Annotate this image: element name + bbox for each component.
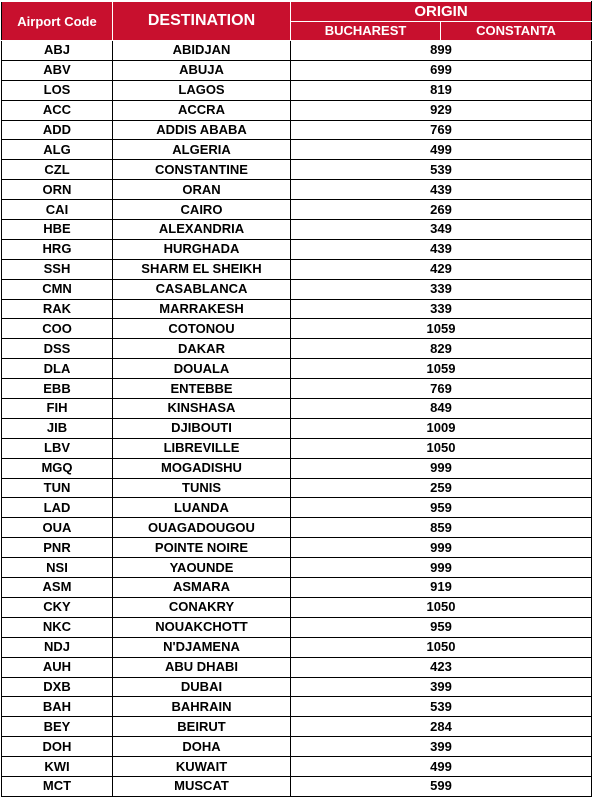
destination-cell: MARRAKESH (113, 299, 291, 319)
column-header-origin: ORIGIN (291, 2, 592, 22)
destination-cell: ENTEBBE (113, 379, 291, 399)
destination-cell: ORAN (113, 180, 291, 200)
airport-code-cell: TUN (2, 478, 113, 498)
airport-code-cell: NKC (2, 617, 113, 637)
price-cell: 769 (291, 379, 592, 399)
table-row (2, 140, 592, 160)
price-cell: 1009 (291, 418, 592, 438)
destination-cell: LUANDA (113, 498, 291, 518)
price-cell: 819 (291, 80, 592, 100)
price-cell: 1050 (291, 597, 592, 617)
airport-code-cell: COO (2, 319, 113, 339)
destination-cell: LAGOS (113, 80, 291, 100)
price-cell: 499 (291, 140, 592, 160)
table-row (2, 359, 592, 379)
price-cell: 959 (291, 498, 592, 518)
airport-code-cell: FIH (2, 399, 113, 419)
table-row (2, 438, 592, 458)
table-row (2, 776, 592, 796)
table-row (2, 160, 592, 180)
destination-cell: CONSTANTINE (113, 160, 291, 180)
price-cell: 399 (291, 677, 592, 697)
table-row (2, 180, 592, 200)
price-cell: 699 (291, 60, 592, 80)
table-row (2, 100, 592, 120)
airport-code-cell: LBV (2, 438, 113, 458)
destination-cell: DOHA (113, 737, 291, 757)
airport-code-cell: LAD (2, 498, 113, 518)
airport-code-cell: DOH (2, 737, 113, 757)
destination-cell: KUWAIT (113, 757, 291, 777)
destination-cell: ALEXANDRIA (113, 220, 291, 240)
column-header-airport-code: Airport Code (2, 2, 113, 41)
table-row (2, 339, 592, 359)
price-cell: 539 (291, 697, 592, 717)
table-row (2, 418, 592, 438)
airport-code-cell: CMN (2, 279, 113, 299)
airport-code-cell: CZL (2, 160, 113, 180)
airport-code-cell: MGQ (2, 458, 113, 478)
table-row (2, 757, 592, 777)
airport-code-cell: DSS (2, 339, 113, 359)
airport-code-cell: RAK (2, 299, 113, 319)
airport-code-cell: KWI (2, 757, 113, 777)
destination-cell: ASMARA (113, 578, 291, 598)
column-header-bucharest: BUCHAREST (291, 21, 441, 41)
destination-cell: CASABLANCA (113, 279, 291, 299)
airport-code-cell: PNR (2, 538, 113, 558)
destination-cell: MUSCAT (113, 776, 291, 796)
destination-cell: KINSHASA (113, 399, 291, 419)
price-cell: 439 (291, 180, 592, 200)
destination-cell: NOUAKCHOTT (113, 617, 291, 637)
airport-code-cell: OUA (2, 518, 113, 538)
destination-cell: ADDIS ABABA (113, 120, 291, 140)
destination-cell: ACCRA (113, 100, 291, 120)
destination-cell: ALGERIA (113, 140, 291, 160)
price-cell: 1059 (291, 319, 592, 339)
airport-code-cell: ASM (2, 578, 113, 598)
price-cell: 919 (291, 578, 592, 598)
table-row (2, 538, 592, 558)
price-cell: 259 (291, 478, 592, 498)
table-row (2, 677, 592, 697)
airport-code-cell: DXB (2, 677, 113, 697)
destination-cell: YAOUNDE (113, 558, 291, 578)
price-cell: 859 (291, 518, 592, 538)
destination-cell: LIBREVILLE (113, 438, 291, 458)
price-cell: 1050 (291, 438, 592, 458)
fare-table (1, 1, 592, 797)
table-row (2, 60, 592, 80)
table-row (2, 299, 592, 319)
table-row (2, 259, 592, 279)
airport-code-cell: BEY (2, 717, 113, 737)
table-row (2, 80, 592, 100)
destination-cell: COTONOU (113, 319, 291, 339)
airport-code-cell: CKY (2, 597, 113, 617)
destination-cell: ABUJA (113, 60, 291, 80)
table-row (2, 498, 592, 518)
table-row (2, 379, 592, 399)
price-cell: 959 (291, 617, 592, 637)
destination-cell: N'DJAMENA (113, 637, 291, 657)
price-cell: 269 (291, 200, 592, 220)
table-row (2, 657, 592, 677)
table-row (2, 578, 592, 598)
price-cell: 539 (291, 160, 592, 180)
table-row (2, 319, 592, 339)
destination-cell: TUNIS (113, 478, 291, 498)
table-header (2, 2, 592, 41)
airport-code-cell: ACC (2, 100, 113, 120)
airport-code-cell: AUH (2, 657, 113, 677)
table-row (2, 518, 592, 538)
price-cell: 999 (291, 558, 592, 578)
airport-code-cell: NDJ (2, 637, 113, 657)
price-cell: 339 (291, 279, 592, 299)
price-cell: 829 (291, 339, 592, 359)
table-row (2, 120, 592, 140)
table-row (2, 279, 592, 299)
table-row (2, 737, 592, 757)
price-cell: 1059 (291, 359, 592, 379)
destination-cell: DJIBOUTI (113, 418, 291, 438)
price-cell: 999 (291, 458, 592, 478)
airport-code-cell: ABV (2, 60, 113, 80)
table-row (2, 697, 592, 717)
destination-cell: CONAKRY (113, 597, 291, 617)
airport-code-cell: EBB (2, 379, 113, 399)
table-row (2, 399, 592, 419)
destination-cell: BEIRUT (113, 717, 291, 737)
destination-cell: MOGADISHU (113, 458, 291, 478)
price-cell: 439 (291, 239, 592, 259)
table-row (2, 717, 592, 737)
table-row (2, 220, 592, 240)
airport-code-cell: MCT (2, 776, 113, 796)
destination-cell: CAIRO (113, 200, 291, 220)
destination-cell: DAKAR (113, 339, 291, 359)
price-cell: 899 (291, 41, 592, 61)
airport-code-cell: SSH (2, 259, 113, 279)
table-row (2, 558, 592, 578)
price-cell: 429 (291, 259, 592, 279)
airport-code-cell: HRG (2, 239, 113, 259)
airport-code-cell: ALG (2, 140, 113, 160)
airport-code-cell: ABJ (2, 41, 113, 61)
price-cell: 929 (291, 100, 592, 120)
table-row (2, 478, 592, 498)
price-cell: 284 (291, 717, 592, 737)
table-row (2, 597, 592, 617)
price-cell: 399 (291, 737, 592, 757)
table-row (2, 617, 592, 637)
table-row (2, 200, 592, 220)
price-cell: 423 (291, 657, 592, 677)
price-cell: 599 (291, 776, 592, 796)
destination-cell: OUAGADOUGOU (113, 518, 291, 538)
destination-cell: DUBAI (113, 677, 291, 697)
destination-cell: BAHRAIN (113, 697, 291, 717)
price-cell: 1050 (291, 637, 592, 657)
table-body (2, 41, 592, 797)
airport-code-cell: BAH (2, 697, 113, 717)
price-cell: 999 (291, 538, 592, 558)
destination-cell: ABU DHABI (113, 657, 291, 677)
column-header-constanta: CONSTANTA (441, 21, 592, 41)
airport-code-cell: DLA (2, 359, 113, 379)
destination-cell: SHARM EL SHEIKH (113, 259, 291, 279)
airport-code-cell: NSI (2, 558, 113, 578)
table-row (2, 239, 592, 259)
destination-cell: POINTE NOIRE (113, 538, 291, 558)
airport-code-cell: CAI (2, 200, 113, 220)
price-cell: 499 (291, 757, 592, 777)
fare-sheet (1, 1, 591, 797)
table-row (2, 637, 592, 657)
price-cell: 849 (291, 399, 592, 419)
column-header-destination: DESTINATION (113, 2, 291, 41)
destination-cell: HURGHADA (113, 239, 291, 259)
airport-code-cell: JIB (2, 418, 113, 438)
table-row (2, 41, 592, 61)
price-cell: 339 (291, 299, 592, 319)
price-cell: 349 (291, 220, 592, 240)
table-row (2, 458, 592, 478)
destination-cell: DOUALA (113, 359, 291, 379)
destination-cell: ABIDJAN (113, 41, 291, 61)
airport-code-cell: ORN (2, 180, 113, 200)
airport-code-cell: LOS (2, 80, 113, 100)
price-cell: 769 (291, 120, 592, 140)
airport-code-cell: ADD (2, 120, 113, 140)
airport-code-cell: HBE (2, 220, 113, 240)
